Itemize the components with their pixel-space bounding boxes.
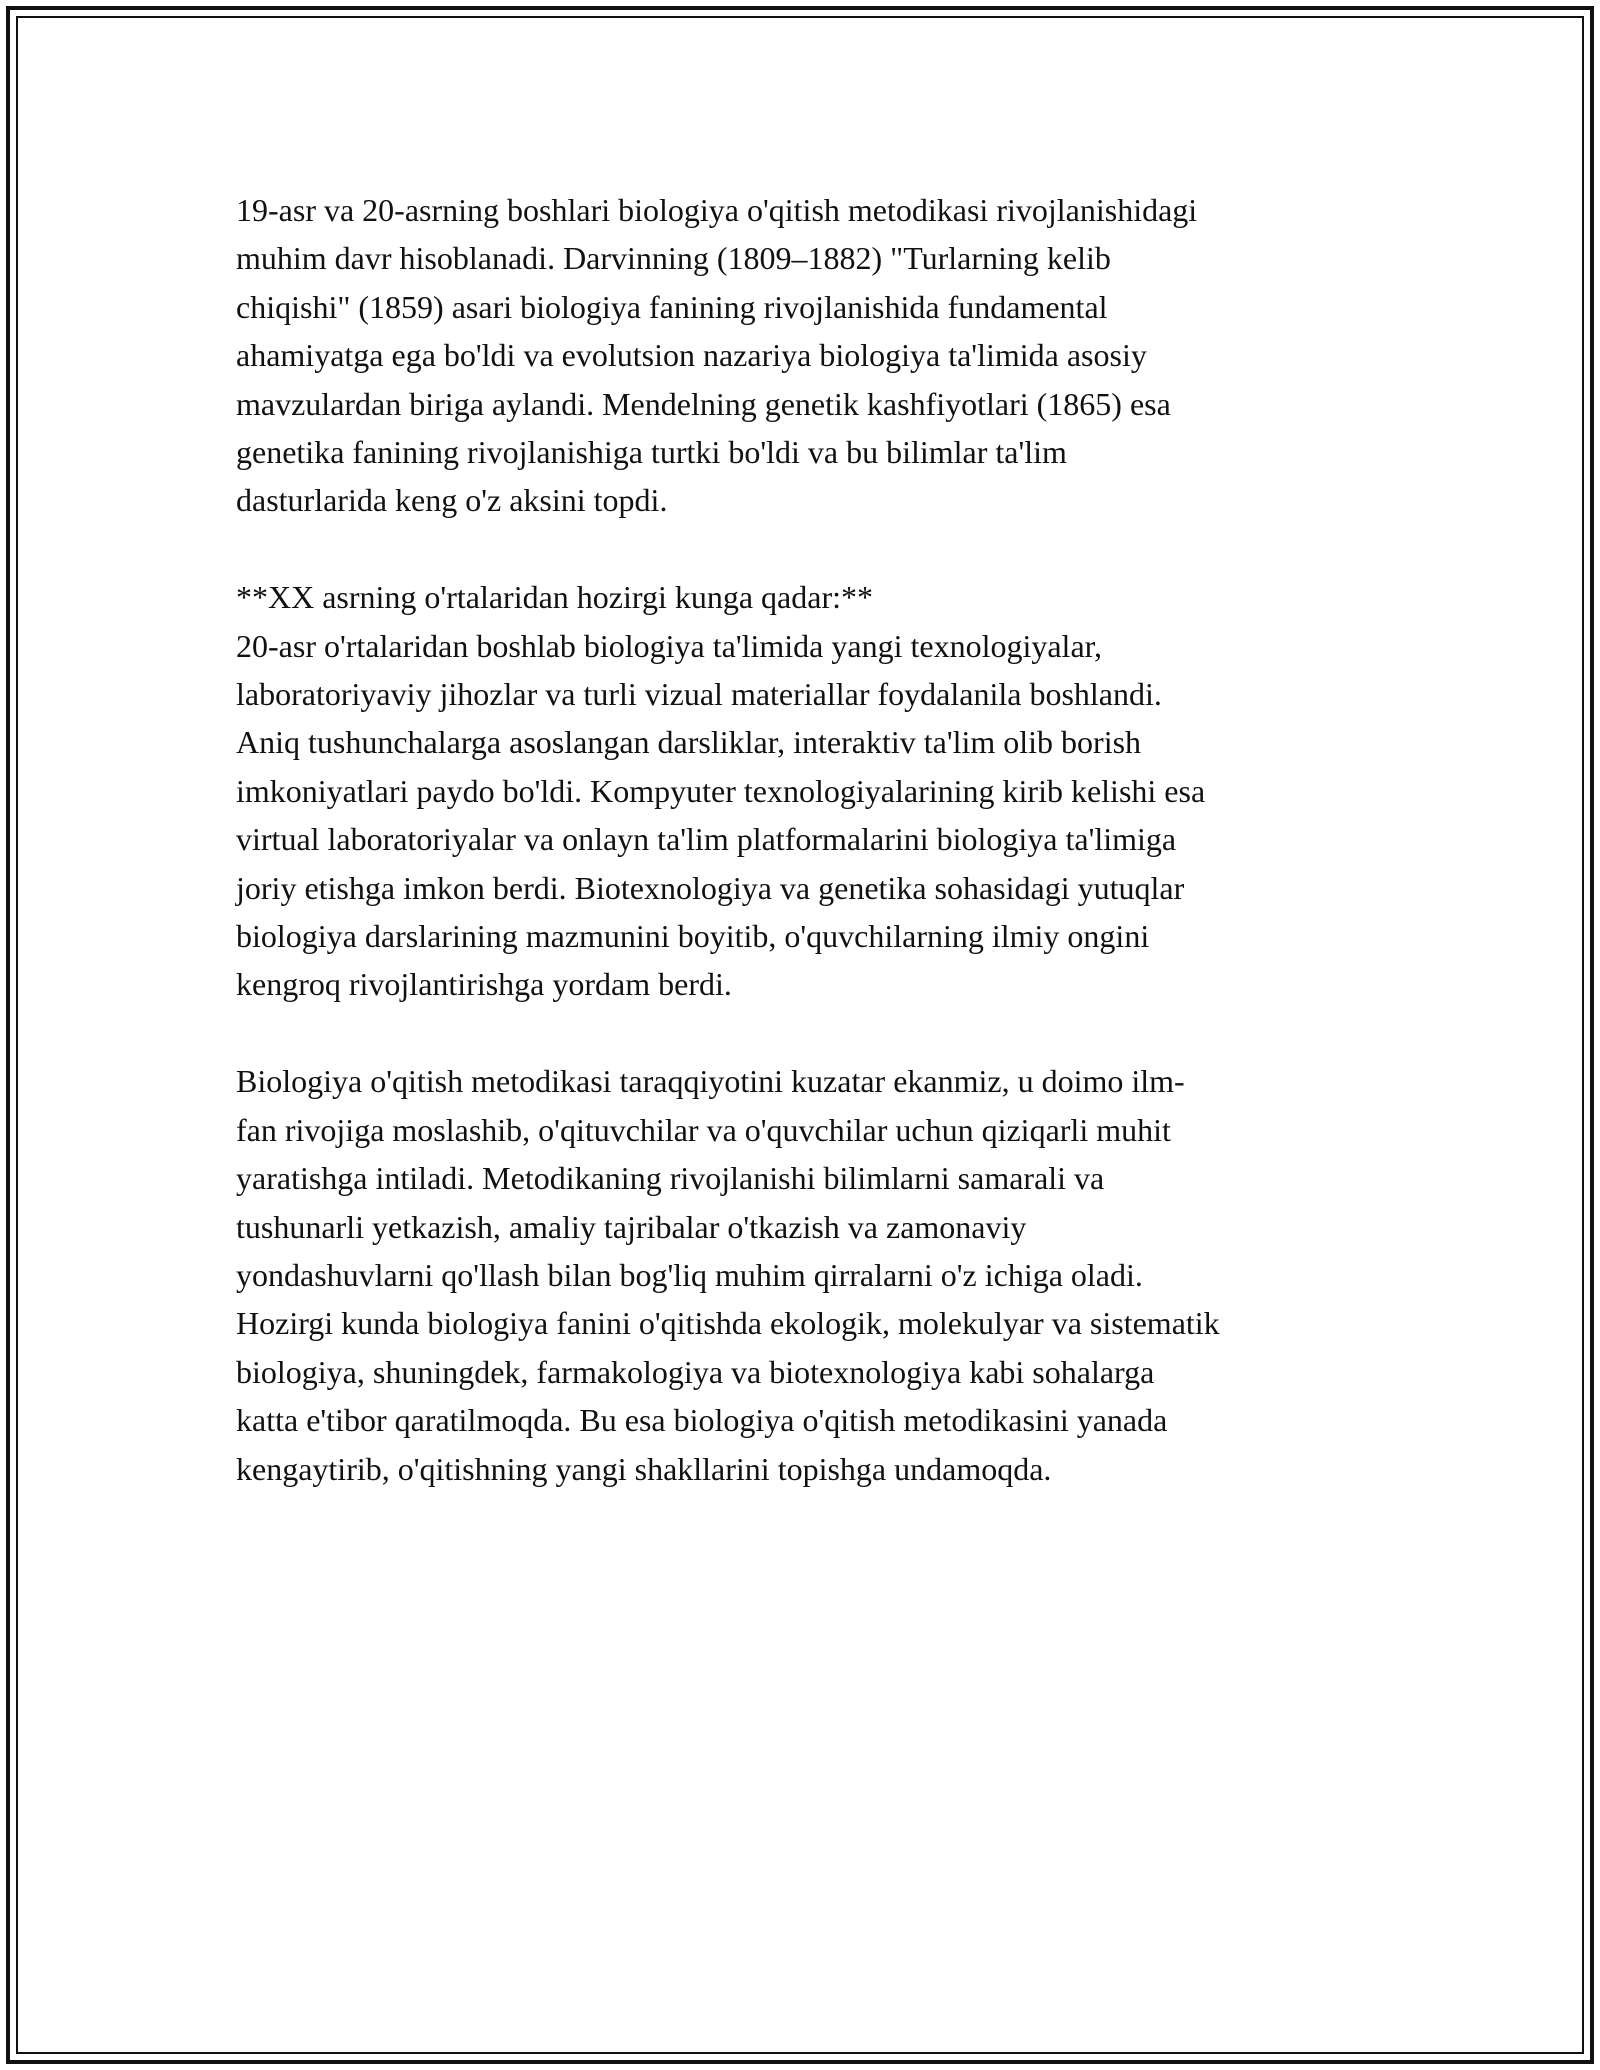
text-line: kengaytirib, o'qitishning yangi shakllarini topishga undamoqda. [236, 1450, 1052, 1487]
text-line: kengroq rivojlantirishga yordam berdi. [236, 966, 732, 1003]
text-line: dasturlarida keng o'z aksini topdi. [236, 482, 668, 519]
document-body [236, 186, 1386, 1541]
text-line: fan rivojiga moslashib, o'qituvchilar va o'quvchilar uchun qiziqarli muhit [236, 1111, 1171, 1148]
text-line: chiqishi" (1859) asari biologiya fanining rivojlanishida fundamental [236, 288, 1108, 325]
text-line: yaratishga intiladi. Metodikaning rivojlanishi bilimlarni samarali va [236, 1160, 1105, 1197]
text-line: virtual laboratoriyalar va onlayn ta'lim platformalarini biologiya ta'limiga [236, 821, 1177, 858]
text-line: katta e'tibor qaratilmoqda. Bu esa biologiya o'qitish metodikasini yanada [236, 1402, 1168, 1439]
text-line: laboratoriyaviy jihozlar va turli vizual materiallar foydalanila boshlandi. [236, 676, 1162, 713]
text-line: Aniq tushunchalarga asoslangan darsliklar, interaktiv ta'lim olib borish [236, 724, 1142, 761]
text-line: tushunarli yetkazish, amaliy tajribalar o'tkazish va zamonaviy [236, 1208, 1027, 1245]
paragraph-history-19th-century [236, 186, 1386, 525]
paragraph-methodology-progress [236, 1057, 1386, 1493]
text-line: imkoniyatlari paydo bo'ldi. Kompyuter texnologiyalarining kirib kelishi esa [236, 772, 1206, 809]
text-line: genetika fanining rivojlanishiga turtki bo'ldi va bu bilimlar ta'lim [236, 434, 1067, 471]
text-line: Hozirgi kunda biologiya fanini o'qitishda ekologik, molekulyar va sistematik [236, 1305, 1220, 1342]
text-line: Biologiya o'qitish metodikasi taraqqiyotini kuzatar ekanmiz, u doimo ilm- [236, 1063, 1185, 1100]
section-heading: **XX asrning o'rtalaridan hozirgi kunga qadar:** [236, 579, 873, 616]
text-line: 20-asr o'rtalaridan boshlab biologiya ta'limida yangi texnologiyalar, [236, 627, 1103, 664]
text-line: muhim davr hisoblanadi. Darvinning (1809–1882) "Turlarning kelib [236, 240, 1111, 277]
text-line: biologiya, shuningdek, farmakologiya va biotexnologiya kabi sohalarga [236, 1353, 1155, 1390]
text-line: 19-asr va 20-asrning boshlari biologiya o'qitish metodikasi rivojlanishidagi [236, 192, 1198, 228]
text-line: mavzulardan biriga aylandi. Mendelning genetik kashfiyotlari (1865) esa [236, 385, 1171, 422]
text-line: yondashuvlarni qo'llash bilan bog'liq muhim qirralarni o'z ichiga oladi. [236, 1256, 1143, 1293]
paragraph-mid-20th-century [236, 573, 1386, 1009]
text-line: ahamiyatga ega bo'ldi va evolutsion nazariya biologiya ta'limida asosiy [236, 337, 1147, 374]
text-line: joriy etishga imkon berdi. Biotexnologiya va genetika sohasidagi yutuqlar [236, 869, 1185, 906]
text-line: biologiya darslarining mazmunini boyitib, o'quvchilarning ilmiy ongini [236, 918, 1150, 955]
